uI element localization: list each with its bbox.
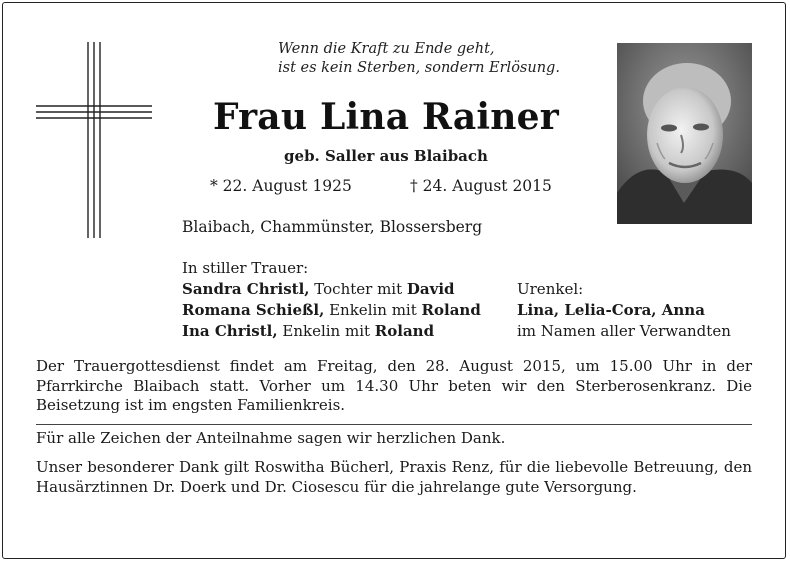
mourner-row — [182, 279, 481, 300]
maiden-name: geb. Saller aus Blaibach — [284, 147, 488, 165]
cross-icon — [36, 40, 152, 240]
service-paragraph: Der Trauergottesdienst findet am Freitag, den 28. August 2015, um 15.00 Uhr in der Pfarrkirche Blaibach statt. Vorher um 14.30 Uhr beten wir den Sterberosenkranz. Die Beisetzung ist im engsten Familienkreis. — [36, 357, 752, 414]
mourner-relation: Enkelin mit — [324, 301, 422, 319]
mourner-row — [182, 300, 481, 321]
great-grandchildren-names: Lina, Lelia-Cora, Anna — [517, 301, 705, 319]
great-grandchildren — [517, 279, 731, 342]
mourning-heading: In stiller Trauer: — [182, 259, 309, 277]
portrait-photo — [617, 43, 752, 224]
mourner-row — [182, 321, 481, 342]
birth-date: * 22. August 1925 — [210, 177, 352, 195]
portrait-image — [617, 43, 752, 224]
mourner-partner: Roland — [421, 301, 481, 319]
mourner-relation: Tochter mit — [309, 280, 407, 298]
divider-line — [36, 424, 752, 425]
places-line: Blaibach, Chammünster, Blossersberg — [182, 218, 483, 236]
mourner-name: Ina Christl, — [182, 322, 278, 340]
mourner-name: Sandra Christl, — [182, 280, 310, 298]
death-date: † 24. August 2015 — [410, 177, 552, 195]
great-grandchildren-label: Urenkel: — [517, 280, 584, 298]
special-thanks-paragraph: Unser besonderer Dank gilt Roswitha Bücherl, Praxis Renz, für die liebevolle Betreuung, den Hausärztinnen Dr. Doerk und Dr. Ciosescu für die jahrelange gute Versorgung. — [36, 458, 752, 496]
mourner-name: Romana Schießl, — [182, 301, 325, 319]
relatives-line: im Namen aller Verwandten — [517, 322, 731, 340]
mourners-list — [182, 258, 481, 342]
thanks-paragraph: Für alle Zeichen der Anteilnahme sagen wir herzlichen Dank. — [36, 429, 506, 447]
deceased-name: Frau Lina Rainer — [213, 96, 559, 138]
quote-line-2: ist es kein Sterben, sondern Erlösung. — [278, 60, 560, 76]
mourner-relation: Enkelin mit — [277, 322, 375, 340]
quote-line-1: Wenn die Kraft zu Ende geht, — [278, 41, 495, 57]
mourner-partner: Roland — [374, 322, 435, 340]
mourner-partner: David — [406, 280, 455, 298]
epitaph-quote — [278, 40, 598, 78]
